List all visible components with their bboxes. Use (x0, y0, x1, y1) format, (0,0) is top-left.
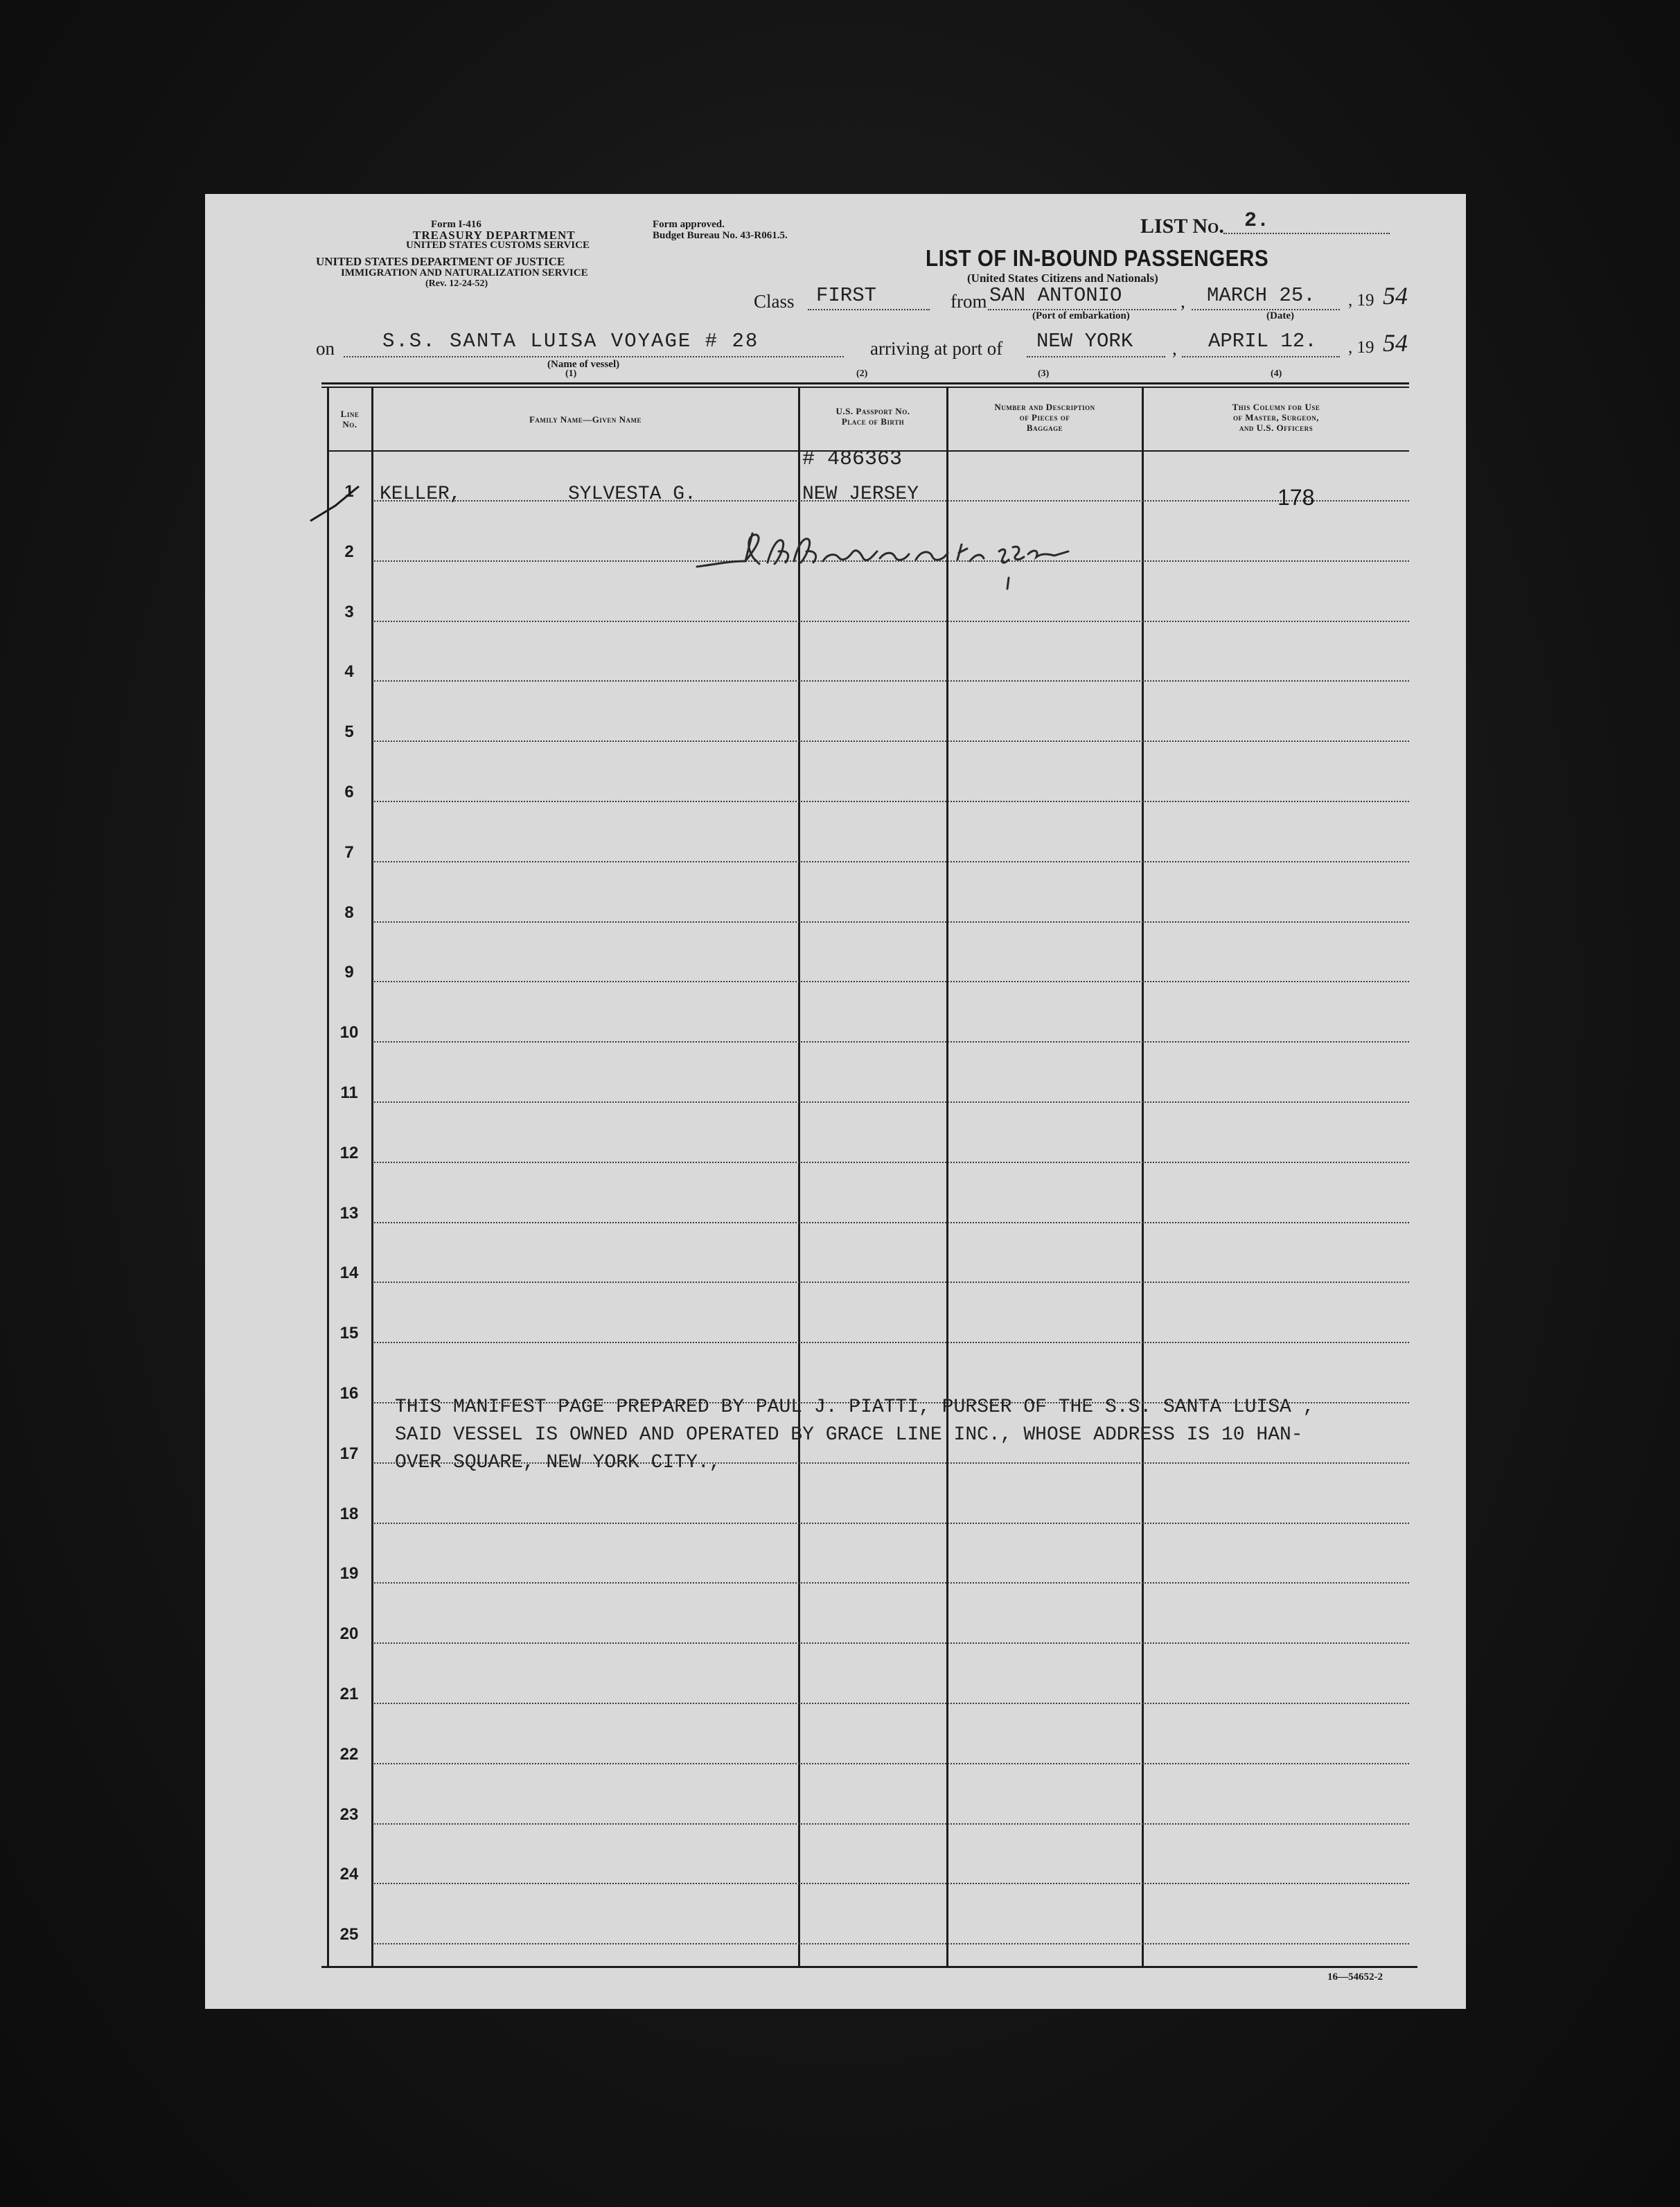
comma-1: , (1181, 291, 1185, 312)
place-of-birth: NEW JERSEY (802, 484, 919, 505)
date-caption: (Date) (1266, 310, 1294, 321)
entry-line (374, 1642, 1409, 1644)
entry-line (374, 1703, 1409, 1704)
entry-line (374, 1523, 1409, 1524)
passenger-family-name: KELLER, (380, 484, 461, 505)
entry-line (374, 1883, 1409, 1884)
customs-service: UNITED STATES CUSTOMS SERVICE (406, 240, 590, 251)
line-number: 12 (339, 1143, 359, 1162)
entry-line (374, 1582, 1409, 1584)
line-number: 23 (339, 1805, 359, 1824)
col-ref-3: (3) (1038, 369, 1050, 379)
port-of-arrival-value: NEW YORK (1036, 330, 1133, 353)
manifest-subtitle: (United States Citizens and Nationals) (967, 272, 1158, 285)
line-no-column-divider (327, 388, 329, 1967)
line-number: 15 (339, 1324, 359, 1343)
line-number: 19 (339, 1564, 359, 1584)
entry-line (374, 1282, 1409, 1283)
on-label: on (316, 338, 335, 359)
entry-line (374, 921, 1409, 923)
entry-line (374, 741, 1409, 742)
entry-line (374, 1041, 1409, 1043)
col-header-baggage: Number and Description of Pieces of Baggage (994, 402, 1095, 433)
officer-number: 178 (1277, 485, 1315, 510)
arrival-year-suffix: 54 (1383, 329, 1408, 357)
line-number: 2 (344, 542, 354, 561)
embark-year-suffix: 54 (1383, 282, 1408, 310)
entry-line (374, 1222, 1409, 1223)
col-header-passport: U.S. Passport No. Place of Birth (835, 406, 910, 427)
line-number: 25 (339, 1925, 359, 1944)
col-ref-2: (2) (856, 369, 868, 379)
statement-line-1: THIS MANIFEST PAGE PREPARED BY PAUL J. PIATTI, PURSER OF THE S.S. SANTA LUISA , (395, 1397, 1315, 1418)
list-no-label: LIST No. (1140, 215, 1224, 238)
entry-line (374, 1101, 1409, 1103)
line-number: 5 (344, 723, 354, 742)
manifest-title: LIST OF IN-BOUND PASSENGERS (926, 245, 1269, 271)
statement-line-3: OVER SQUARE, NEW YORK CITY., (395, 1452, 721, 1473)
col-ref-1: (1) (565, 369, 577, 379)
revision-date: (Rev. 12-24-52) (425, 278, 488, 289)
line-number: 9 (344, 963, 354, 982)
line-number: 21 (339, 1685, 359, 1703)
line-number: 16 (339, 1384, 359, 1403)
class-label: Class (754, 291, 795, 312)
class-value: FIRST (816, 284, 877, 307)
line-number: 17 (339, 1444, 359, 1463)
form-approved: Form approved. (653, 219, 725, 230)
port-of-embarkation-value: SAN ANTONIO (989, 284, 1122, 307)
list-no-value: 2. (1244, 209, 1270, 233)
line-number: 22 (339, 1744, 359, 1764)
vessel-caption: (Name of vessel) (547, 359, 620, 370)
passport-number: # 486363 (802, 447, 903, 471)
passenger-given-name: SYLVESTA G. (568, 484, 696, 505)
entry-line (374, 981, 1409, 982)
line-number: 18 (339, 1504, 359, 1523)
line-number: 8 (344, 903, 354, 922)
line-number: 1 (344, 482, 354, 501)
entry-line (374, 1162, 1409, 1163)
line-number: 24 (339, 1865, 359, 1884)
comma-2: , (1172, 338, 1177, 359)
line-number: 13 (339, 1203, 359, 1223)
entry-line (374, 861, 1409, 862)
entry-line (374, 621, 1409, 622)
entry-line (374, 1342, 1409, 1343)
line-number: 3 (344, 602, 354, 621)
arriving-label: arriving at port of (870, 338, 1003, 359)
col-header-line-no: Line No. (340, 409, 360, 429)
checkmark-icon (308, 485, 363, 526)
line-number: 11 (340, 1083, 358, 1102)
entry-line (374, 1943, 1409, 1944)
entry-line (374, 680, 1409, 682)
line-number: 4 (344, 662, 354, 682)
inspector-signature (690, 520, 1078, 603)
entry-line (374, 801, 1409, 802)
passenger-manifest-sheet (205, 194, 1466, 2009)
treasury-department: TREASURY DEPARTMENT (413, 229, 576, 242)
department-of-justice: UNITED STATES DEPARTMENT OF JUSTICE (316, 255, 565, 268)
vessel-value: S.S. SANTA LUISA VOYAGE # 28 (382, 330, 759, 353)
line-number: 6 (344, 783, 354, 801)
line-number: 10 (339, 1023, 359, 1043)
arrival-date-value: APRIL 12. (1208, 330, 1317, 353)
col-header-name: Family Name—Given Name (529, 414, 642, 425)
statement-line-2: SAID VESSEL IS OWNED AND OPERATED BY GRACE LINE INC., WHOSE ADDRESS IS 10 HAN- (395, 1424, 1303, 1446)
ins-service: IMMIGRATION AND NATURALIZATION SERVICE (341, 267, 588, 278)
entry-line (374, 1763, 1409, 1764)
port-of-embarkation-caption: (Port of embarkation) (1032, 310, 1130, 321)
line-number: 20 (339, 1624, 359, 1644)
arrival-year-prefix: , 19 (1348, 338, 1374, 357)
budget-bureau: Budget Bureau No. 43-R061.5. (653, 230, 788, 241)
entry-line (374, 1823, 1409, 1825)
line-number: 7 (344, 842, 354, 862)
form-number: Form I-416 (431, 219, 481, 230)
embark-year-prefix: , 19 (1348, 291, 1374, 310)
line-number: 14 (339, 1264, 359, 1283)
from-label: from (950, 291, 987, 312)
col-header-officers: This Column for Use of Master, Surgeon, and U.S. Officers (1232, 402, 1320, 433)
print-code: 16—54652-2 (1327, 1971, 1383, 1983)
embark-date-value: MARCH 25. (1207, 284, 1316, 307)
col-ref-4: (4) (1271, 369, 1282, 379)
